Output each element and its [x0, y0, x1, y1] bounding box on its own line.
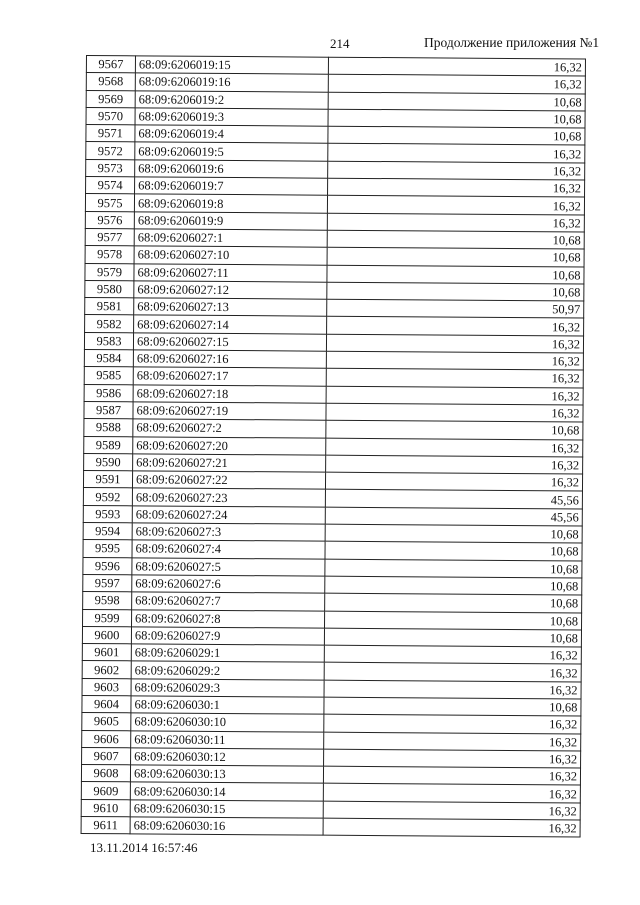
value-cell: 16,32 [327, 213, 584, 232]
cadastral-code-cell: 68:09:6206027:6 [132, 575, 325, 594]
cadastral-code-cell: 68:09:6206029:2 [131, 661, 324, 680]
cadastral-code-cell: 68:09:6206027:16 [133, 350, 326, 369]
row-number-cell: 9587 [84, 401, 133, 419]
cadastral-code-cell: 68:09:6206027:13 [134, 298, 327, 317]
row-number-cell: 9605 [82, 713, 131, 731]
row-number-cell: 9568 [86, 73, 135, 91]
row-number-cell: 9597 [83, 574, 132, 592]
cadastral-code-cell: 68:09:6206019:15 [135, 56, 328, 75]
value-cell: 10,68 [325, 541, 582, 560]
cadastral-code-cell: 68:09:6206027:4 [132, 540, 325, 559]
cadastral-code-cell: 68:09:6206027:22 [132, 471, 325, 490]
cadastral-code-cell: 68:09:6206027:18 [133, 384, 326, 403]
row-number-cell: 9606 [82, 730, 131, 748]
value-cell: 16,32 [326, 438, 583, 457]
value-cell: 16,32 [328, 161, 585, 180]
value-cell: 16,32 [323, 784, 580, 803]
cadastral-code-cell: 68:09:6206027:7 [132, 592, 325, 611]
cadastral-code-cell: 68:09:6206027:17 [133, 367, 326, 386]
value-cell: 16,32 [326, 369, 583, 388]
value-cell: 16,32 [324, 680, 581, 699]
row-number-cell: 9588 [84, 419, 133, 437]
footer-timestamp: 13.11.2014 16:57:46 [90, 840, 198, 855]
row-number-cell: 9582 [85, 315, 134, 333]
value-cell: 16,32 [328, 57, 585, 76]
cadastral-code-cell: 68:09:6206030:16 [130, 817, 323, 836]
cadastral-code-cell: 68:09:6206027:24 [132, 506, 325, 525]
value-cell: 16,32 [324, 714, 581, 733]
row-number-cell: 9586 [84, 384, 133, 402]
value-cell: 16,32 [328, 74, 585, 93]
cadastral-code-cell: 68:09:6206019:5 [135, 142, 328, 161]
cadastral-code-cell: 68:09:6206027:11 [134, 263, 327, 282]
value-cell: 16,32 [326, 351, 583, 370]
row-number-cell: 9591 [83, 471, 132, 489]
row-number-cell: 9569 [86, 90, 135, 108]
value-cell: 10,68 [326, 420, 583, 439]
cadastral-code-cell: 68:09:6206030:1 [131, 696, 324, 715]
cadastral-code-cell: 68:09:6206019:2 [135, 90, 328, 109]
value-cell: 10,68 [324, 697, 581, 716]
row-number-cell: 9604 [82, 695, 131, 713]
value-cell: 16,32 [326, 334, 583, 353]
cadastral-code-cell: 68:09:6206027:14 [134, 315, 327, 334]
row-number-cell: 9600 [82, 626, 131, 644]
row-number-cell: 9611 [81, 817, 130, 835]
row-number-cell: 9572 [86, 142, 135, 160]
value-cell: 16,32 [323, 801, 580, 820]
value-cell: 10,68 [328, 92, 585, 111]
value-cell: 45,56 [325, 490, 582, 509]
cadastral-code-cell: 68:09:6206027:12 [134, 281, 327, 300]
cadastral-code-cell: 68:09:6206030:12 [131, 748, 324, 767]
row-number-cell: 9609 [81, 782, 130, 800]
cadastral-code-cell: 68:09:6206030:14 [130, 782, 323, 801]
cadastral-code-cell: 68:09:6206019:3 [135, 108, 328, 127]
value-cell: 10,68 [327, 230, 584, 249]
row-number-cell: 9607 [82, 747, 131, 765]
row-number-cell: 9581 [85, 298, 134, 316]
row-number-cell: 9592 [83, 488, 132, 506]
value-cell: 10,68 [325, 593, 582, 612]
value-cell: 10,68 [327, 247, 584, 266]
cadastral-code-cell: 68:09:6206027:10 [134, 246, 327, 265]
value-cell: 16,32 [326, 386, 583, 405]
cadastral-code-cell: 68:09:6206027:23 [132, 488, 325, 507]
cadastral-code-cell: 68:09:6206027:5 [132, 557, 325, 576]
cadastral-code-cell: 68:09:6206027:19 [133, 402, 326, 421]
cadastral-code-cell: 68:09:6206030:11 [131, 730, 324, 749]
row-number-cell: 9602 [82, 661, 131, 679]
row-number-cell: 9595 [83, 540, 132, 558]
cadastral-code-cell: 68:09:6206027:9 [131, 627, 324, 646]
value-cell: 10,68 [328, 126, 585, 145]
value-cell: 50,97 [327, 299, 584, 318]
data-table-container [86, 55, 586, 834]
cadastral-code-cell: 68:09:6206027:1 [134, 229, 327, 248]
value-cell: 16,32 [326, 403, 583, 422]
cadastral-code-cell: 68:09:6206030:15 [130, 800, 323, 819]
value-cell: 10,68 [325, 611, 582, 630]
cadastral-code-cell: 68:09:6206027:8 [132, 609, 325, 628]
value-cell: 16,32 [323, 818, 580, 837]
cadastral-code-cell: 68:09:6206019:16 [135, 73, 328, 92]
cadastral-code-cell: 68:09:6206019:7 [135, 177, 328, 196]
page-header-title: Продолжение приложения №1 [424, 35, 600, 50]
value-cell: 16,32 [328, 178, 585, 197]
value-cell: 16,32 [323, 766, 580, 785]
value-cell: 16,32 [324, 749, 581, 768]
row-number-cell: 9584 [84, 350, 133, 368]
cadastral-code-cell: 68:09:6206029:3 [131, 679, 324, 698]
row-number-cell: 9608 [81, 765, 130, 783]
row-number-cell: 9590 [84, 453, 133, 471]
row-number-cell: 9594 [83, 523, 132, 541]
row-number-cell: 9578 [85, 246, 134, 264]
row-number-cell: 9573 [86, 159, 135, 177]
row-number-cell: 9599 [83, 609, 132, 627]
value-cell: 16,32 [328, 144, 585, 163]
data-table [81, 55, 586, 838]
cadastral-code-cell: 68:09:6206027:2 [133, 419, 326, 438]
row-number-cell: 9577 [85, 228, 134, 246]
cadastral-code-cell: 68:09:6206027:3 [132, 523, 325, 542]
page-number: 214 [330, 36, 350, 51]
row-number-cell: 9571 [86, 125, 135, 143]
value-cell: 10,68 [324, 628, 581, 647]
cadastral-code-cell: 68:09:6206029:1 [131, 644, 324, 663]
row-number-cell: 9598 [83, 592, 132, 610]
cadastral-code-cell: 68:09:6206027:21 [133, 454, 326, 473]
row-number-cell: 9601 [82, 644, 131, 662]
value-cell: 16,32 [324, 732, 581, 751]
value-cell: 45,56 [325, 507, 582, 526]
row-number-cell: 9567 [86, 56, 135, 74]
row-number-cell: 9610 [81, 799, 130, 817]
row-number-cell: 9585 [84, 367, 133, 385]
value-cell: 10,68 [325, 576, 582, 595]
cadastral-code-cell: 68:09:6206019:8 [134, 194, 327, 213]
value-cell: 16,32 [324, 645, 581, 664]
cadastral-code-cell: 68:09:6206019:6 [135, 160, 328, 179]
cadastral-code-cell: 68:09:6206030:10 [131, 713, 324, 732]
cadastral-code-cell: 68:09:6206019:4 [135, 125, 328, 144]
row-number-cell: 9570 [86, 107, 135, 125]
row-number-cell: 9580 [85, 280, 134, 298]
value-cell: 10,68 [327, 282, 584, 301]
value-cell: 16,32 [324, 663, 581, 682]
row-number-cell: 9583 [84, 332, 133, 350]
value-cell: 16,32 [326, 455, 583, 474]
value-cell: 10,68 [325, 524, 582, 543]
cadastral-code-cell: 68:09:6206027:20 [133, 436, 326, 455]
value-cell: 10,68 [327, 265, 584, 284]
value-cell: 10,68 [325, 559, 582, 578]
cadastral-code-cell: 68:09:6206019:9 [134, 212, 327, 231]
row-number-cell: 9574 [86, 177, 135, 195]
table-body [81, 56, 585, 838]
row-number-cell: 9603 [82, 678, 131, 696]
row-number-cell: 9593 [83, 505, 132, 523]
value-cell: 16,32 [327, 196, 584, 215]
value-cell: 16,32 [325, 472, 582, 491]
row-number-cell: 9596 [83, 557, 132, 575]
cadastral-code-cell: 68:09:6206030:13 [130, 765, 323, 784]
value-cell: 10,68 [328, 109, 585, 128]
value-cell: 16,32 [327, 317, 584, 336]
row-number-cell: 9575 [85, 194, 134, 212]
row-number-cell: 9579 [85, 263, 134, 281]
table-row [81, 817, 580, 838]
row-number-cell: 9576 [85, 211, 134, 229]
cadastral-code-cell: 68:09:6206027:15 [133, 333, 326, 352]
row-number-cell: 9589 [84, 436, 133, 454]
